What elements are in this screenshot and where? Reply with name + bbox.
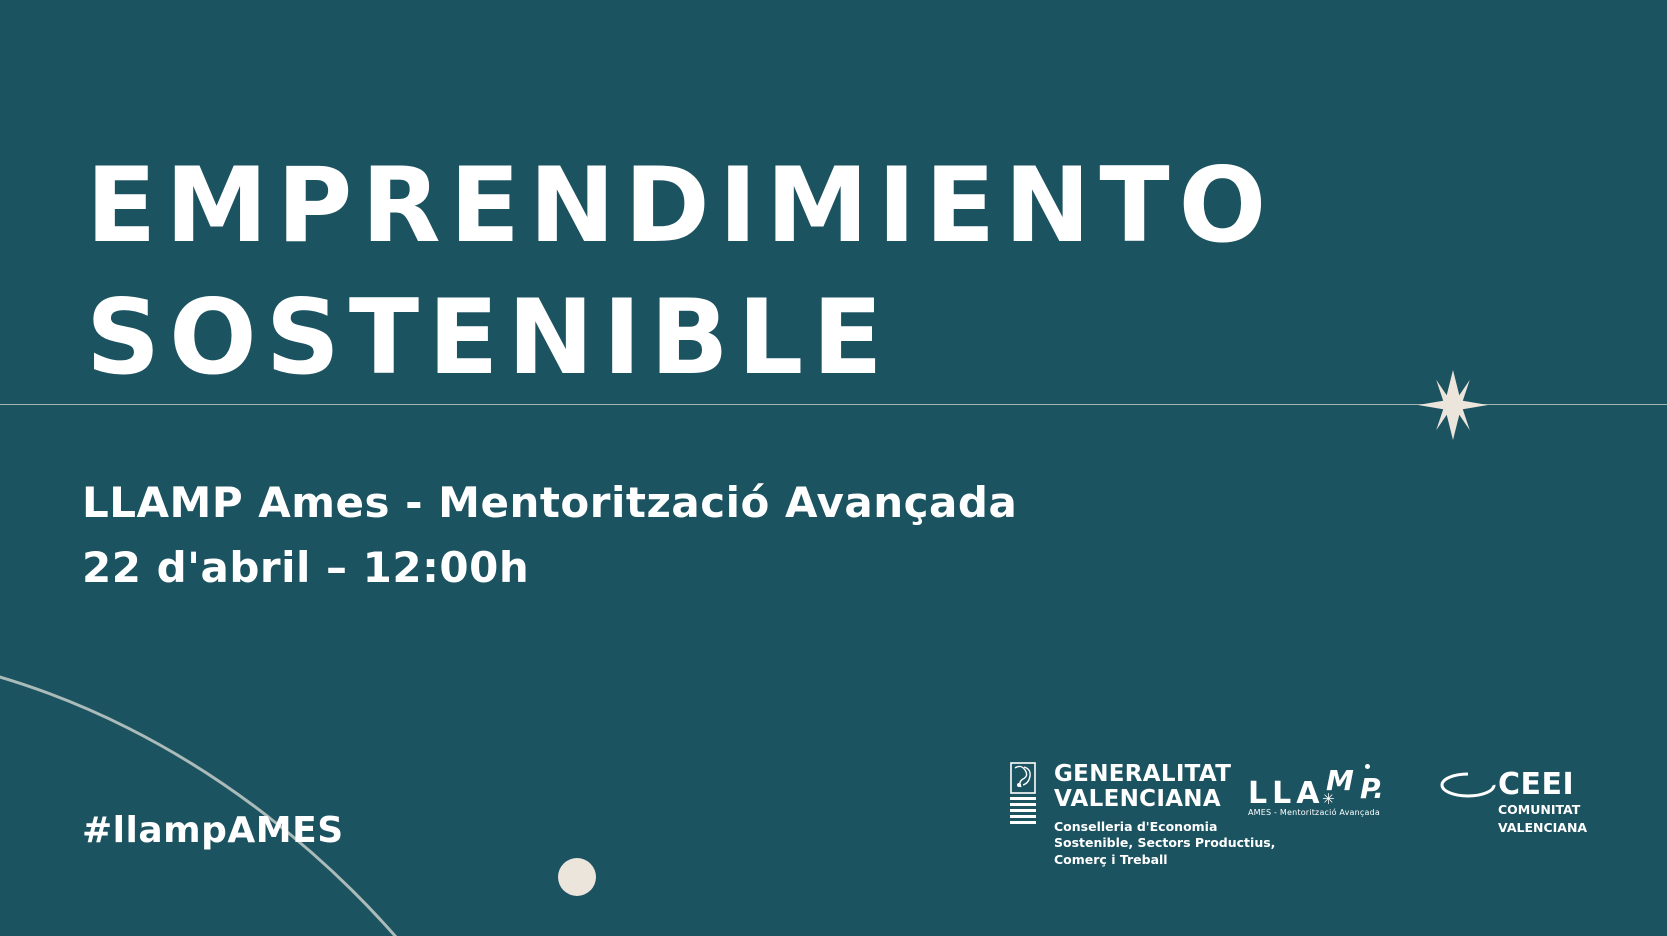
ceei-sub-line-1: COMUNITAT [1498,802,1581,817]
ceei-sub-line-2: VALENCIANA [1498,819,1588,835]
event-hashtag: #llampAMES [82,810,344,851]
generalitat-valenciana-logo [1010,762,1275,868]
poster-subtitle [82,470,1017,600]
llamp-lla-text: LLA [1248,776,1325,811]
generalitat-name-line-1: GENERALITAT [1054,761,1232,787]
decorative-arc [0,640,720,936]
llamp-dot-icon [1365,764,1370,769]
generalitat-name-line-2: VALENCIANA [1054,785,1221,812]
logo-strip [1010,762,1610,892]
ceei-wordmark [1440,767,1610,802]
conselleria-line-1: Conselleria d'Economia [1054,818,1218,834]
llamp-p-text: P. [1360,772,1384,805]
ceei-name-text: CEEI [1498,767,1575,802]
generalitat-crest-icon [1010,762,1046,828]
llamp-m-text: M [1326,764,1354,797]
conselleria-line-2: Sostenible, Sectors Productius, [1054,835,1276,851]
subtitle-line-1: LLAMP Ames - Mentorització Avançada [82,478,1018,527]
llamp-star-icon: ✳ [1322,790,1335,808]
decorative-dot [558,858,596,896]
conselleria-line-3: Comerç i Treball [1054,851,1168,867]
llamp-wordmark [1248,764,1418,810]
headline-line-2: SOSTENIBLE [86,277,892,398]
headline-line-1: EMPRENDIMIENTO [86,146,1276,266]
llamp-logo [1248,764,1418,817]
ceei-logo [1440,767,1610,835]
poster-headline [86,141,1606,405]
ceei-ellipse-icon [1440,770,1496,800]
generalitat-text-block [1054,762,1275,868]
llamp-tagline: AMES - Mentorització Avançada [1248,808,1381,817]
subtitle-line-2: 22 d'abril – 12:00h [82,543,530,593]
